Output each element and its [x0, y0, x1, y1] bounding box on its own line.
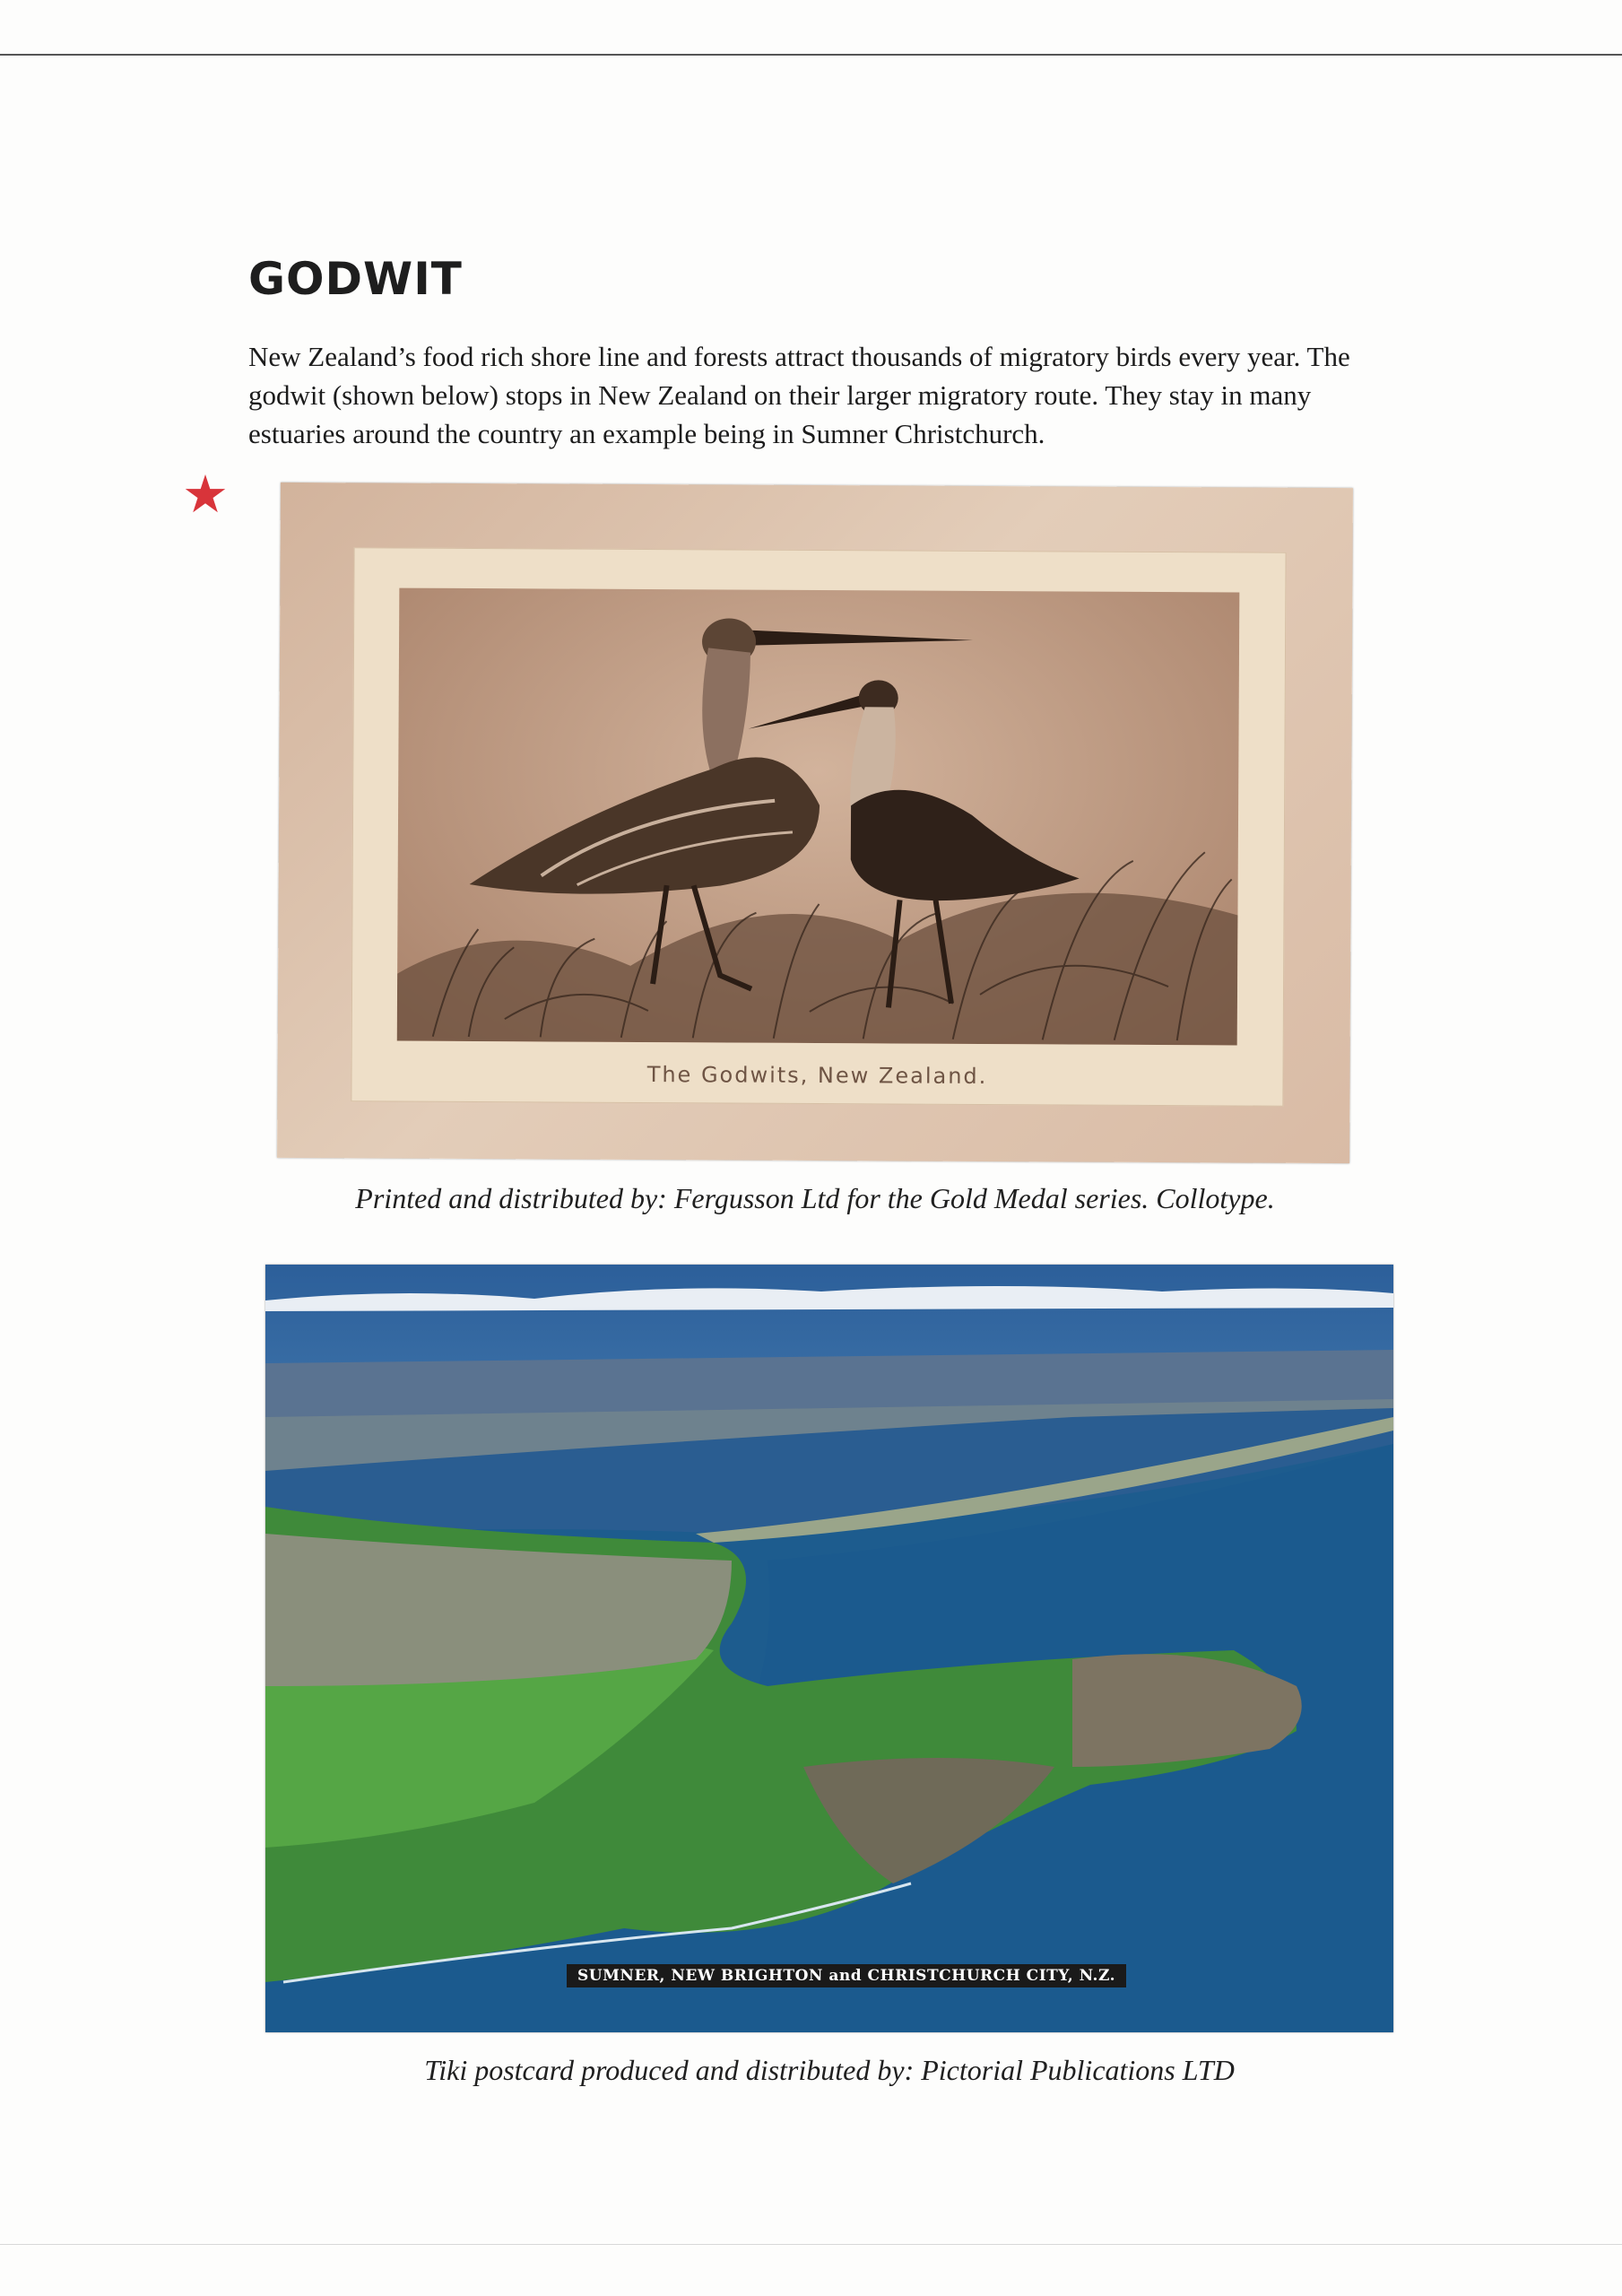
- intro-paragraph: New Zealand’s food rich shore line and forests attract thousands of migratory birds every year. The godwit (shown below) stops in New Zealand on their larger migratory route. They stay in many estuaries around the country an example being in Sumner Christchurch.: [248, 341, 1350, 449]
- aerial-coast-photo: [265, 1265, 1393, 2032]
- godwit-photo: [397, 588, 1240, 1046]
- postcard-mat: [351, 547, 1286, 1106]
- godwit-postcard: [277, 483, 1353, 1163]
- godwit-birds-illustration: [397, 588, 1240, 1046]
- postcard1-credit: Printed and distributed by: Fergusson Ltd for the Gold Medal series. Collotype.: [355, 1182, 1275, 1214]
- top-rule: [0, 54, 1622, 56]
- postcard-caption: The Godwits, New Zealand.: [646, 1062, 988, 1090]
- page-title: GODWIT: [248, 253, 463, 305]
- bottom-rule: [0, 2244, 1622, 2245]
- postcard2-credit: Tiki postcard produced and distributed by: Pictorial Publications LTD: [424, 2054, 1235, 2086]
- star-icon: ★: [182, 464, 229, 525]
- postcard-caption: SUMNER, NEW BRIGHTON and CHRISTCHURCH CITY, N.Z.: [567, 1964, 1126, 1987]
- sumner-postcard: [265, 1265, 1393, 2032]
